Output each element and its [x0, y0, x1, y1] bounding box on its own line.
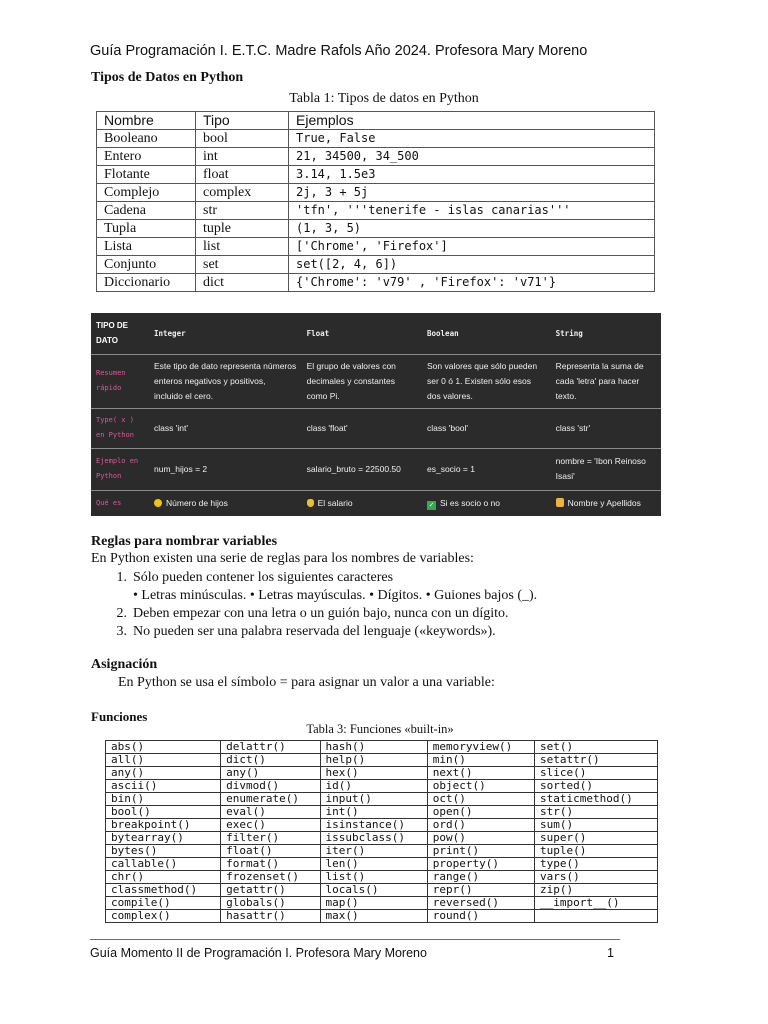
table-cell: all()	[106, 754, 221, 767]
table-cell: Lista	[97, 238, 196, 256]
table-cell	[535, 910, 658, 923]
infographic-cell: class 'int'	[149, 408, 302, 448]
table-cell: pow()	[427, 832, 534, 845]
table-cell: dict()	[221, 754, 320, 767]
table-cell: Diccionario	[97, 274, 196, 292]
table-row	[106, 793, 658, 806]
col-header-float: Float	[302, 313, 422, 354]
table-cell: round()	[427, 910, 534, 923]
table-row	[106, 754, 658, 767]
table-cell: iter()	[320, 845, 427, 858]
table-cell: set	[196, 256, 289, 274]
table-cell: classmethod()	[106, 884, 221, 897]
table-cell: eval()	[221, 806, 320, 819]
table-cell: Complejo	[97, 184, 196, 202]
table-cell: getattr()	[221, 884, 320, 897]
infographic-header-row	[91, 313, 661, 354]
table-row	[106, 819, 658, 832]
table-cell: oct()	[427, 793, 534, 806]
data-types-infographic	[91, 313, 661, 516]
table-cell: object()	[427, 780, 534, 793]
table-cell: staticmethod()	[535, 793, 658, 806]
table-cell: super()	[535, 832, 658, 845]
table-cell: hasattr()	[221, 910, 320, 923]
list-item	[91, 623, 537, 641]
infographic-cell: Este tipo de dato representa números enteros negativos y positivos, incluido el cero.	[149, 354, 302, 408]
table-header-row	[97, 112, 655, 130]
table-cell: ascii()	[106, 780, 221, 793]
table-cell: (1, 3, 5)	[289, 220, 655, 238]
infographic-cell	[302, 490, 422, 516]
table-row	[97, 184, 655, 202]
table-row	[106, 871, 658, 884]
infographic-cell: Representa la suma de cada 'letra' para hacer texto.	[551, 354, 661, 408]
table-cell: Entero	[97, 148, 196, 166]
table-cell: 'tfn', '''tenerife - islas canarias'''	[289, 202, 655, 220]
table-cell: max()	[320, 910, 427, 923]
table-cell: range()	[427, 871, 534, 884]
table-cell: 3.14, 1.5e3	[289, 166, 655, 184]
table-cell: next()	[427, 767, 534, 780]
infographic-table	[91, 313, 661, 516]
table-cell: globals()	[221, 897, 320, 910]
cell-text: Número de hijos	[166, 497, 228, 508]
infographic-cell: class 'bool'	[422, 408, 551, 448]
check-box-icon: ✓	[428, 501, 435, 509]
table-cell: bool()	[106, 806, 221, 819]
infographic-cell: El grupo de valores con decimales y constantes como Pi.	[302, 354, 422, 408]
person-icon	[556, 498, 564, 507]
table-cell: print()	[427, 845, 534, 858]
data-types-table	[96, 111, 655, 292]
table-row	[106, 910, 658, 923]
section-title-funciones: Funciones	[91, 709, 148, 724]
table-row	[97, 274, 655, 292]
table-cell: bytes()	[106, 845, 221, 858]
table-cell: bytearray()	[106, 832, 221, 845]
table-cell: list()	[320, 871, 427, 884]
yellow-circle-icon	[154, 499, 162, 507]
table-cell: len()	[320, 858, 427, 871]
table-cell: Flotante	[97, 166, 196, 184]
table-cell: abs()	[106, 741, 221, 754]
table-row	[106, 780, 658, 793]
table-cell: memoryview()	[427, 741, 534, 754]
table-cell: Conjunto	[97, 256, 196, 274]
cell-text: Nombre y Apellidos	[567, 497, 641, 508]
infographic-cell	[551, 490, 661, 516]
row-label: Type( x ) en Python	[91, 408, 149, 448]
table-cell: zip()	[535, 884, 658, 897]
table-row	[106, 767, 658, 780]
table-cell: property()	[427, 858, 534, 871]
table-cell: help()	[320, 754, 427, 767]
table-cell: int	[196, 148, 289, 166]
table-cell: hex()	[320, 767, 427, 780]
table-cell: reversed()	[427, 897, 534, 910]
infographic-cell: es_socio = 1	[422, 448, 551, 490]
column-header: Tipo	[196, 112, 289, 130]
table-cell: Booleano	[97, 130, 196, 148]
table-cell: Tupla	[97, 220, 196, 238]
table-cell: isinstance()	[320, 819, 427, 832]
table-cell: {'Chrome': 'v79' , 'Firefox': 'v71'}	[289, 274, 655, 292]
table-cell: issubclass()	[320, 832, 427, 845]
table-cell: tuple	[196, 220, 289, 238]
infographic-cell	[422, 490, 551, 516]
table-cell: bool	[196, 130, 289, 148]
table-cell: delattr()	[221, 741, 320, 754]
table-row	[106, 741, 658, 754]
infographic-row	[91, 490, 661, 516]
table3-caption: Tabla 3: Funciones «built-in»	[306, 722, 454, 736]
table-cell: __import__()	[535, 897, 658, 910]
list-item	[91, 587, 537, 605]
table-row	[106, 806, 658, 819]
column-header: Ejemplos	[289, 112, 655, 130]
list-item	[91, 605, 537, 623]
table-cell: str	[196, 202, 289, 220]
infographic-cell: class 'float'	[302, 408, 422, 448]
table-cell: chr()	[106, 871, 221, 884]
table-row	[97, 202, 655, 220]
table-cell: type()	[535, 858, 658, 871]
table-cell: map()	[320, 897, 427, 910]
table-row	[97, 148, 655, 166]
footer-rule	[90, 939, 620, 940]
table-cell: any()	[106, 767, 221, 780]
table-cell: compile()	[106, 897, 221, 910]
row-label: Qué es	[96, 498, 122, 507]
list-number: 1.	[116, 570, 127, 585]
table-row	[97, 220, 655, 238]
infographic-cell: Son valores que sólo pueden ser 0 ó 1. Existen sólo esos dos valores.	[422, 354, 551, 408]
row-label: Resumen rápido	[91, 354, 149, 408]
infographic-cell: num_hijos = 2	[149, 448, 302, 490]
table-cell: enumerate()	[221, 793, 320, 806]
table-row	[97, 238, 655, 256]
table-cell: callable()	[106, 858, 221, 871]
table-row	[97, 256, 655, 274]
table-cell: set()	[535, 741, 658, 754]
table-cell: complex()	[106, 910, 221, 923]
page-footer: Guía Momento II de Programación I. Profesora Mary Moreno	[90, 946, 427, 960]
table-cell: exec()	[221, 819, 320, 832]
table-cell: locals()	[320, 884, 427, 897]
table-cell: sum()	[535, 819, 658, 832]
table-cell: int()	[320, 806, 427, 819]
table-cell: float	[196, 166, 289, 184]
table-cell: ord()	[427, 819, 534, 832]
table-row	[106, 858, 658, 871]
rules-list	[91, 569, 537, 641]
table-cell: open()	[427, 806, 534, 819]
section-title-tipos: Tipos de Datos en Python	[91, 70, 244, 85]
asignacion-text: En Python se usa el símbolo = para asignar un valor a una variable:	[118, 675, 495, 690]
table-cell: divmod()	[221, 780, 320, 793]
table-cell: frozenset()	[221, 871, 320, 884]
reglas-intro: En Python existen una serie de reglas para los nombres de variables:	[91, 551, 474, 566]
page-header: Guía Programación I. E.T.C. Madre Rafols Año 2024. Profesora Mary Moreno	[90, 43, 588, 59]
section-title-reglas: Reglas para nombrar variables	[91, 534, 278, 549]
infographic-cell: class 'str'	[551, 408, 661, 448]
table-cell: str()	[535, 806, 658, 819]
table-cell: repr()	[427, 884, 534, 897]
table-cell: list	[196, 238, 289, 256]
money-bag-icon	[307, 499, 314, 507]
table-cell: setattr()	[535, 754, 658, 767]
table-row	[106, 832, 658, 845]
table-cell: set([2, 4, 6])	[289, 256, 655, 274]
table-cell: vars()	[535, 871, 658, 884]
list-text: • Letras minúsculas. • Letras mayúsculas. • Dígitos. • Guiones bajos (_).	[133, 588, 538, 603]
table-cell: tuple()	[535, 845, 658, 858]
table-cell: input()	[320, 793, 427, 806]
table-row	[106, 845, 658, 858]
table-cell: hash()	[320, 741, 427, 754]
infographic-row	[91, 354, 661, 408]
col-header-string: String	[551, 313, 661, 354]
row-label: Ejemplo en Python	[91, 448, 149, 490]
table-cell: any()	[221, 767, 320, 780]
infographic-cell	[149, 490, 302, 516]
cell-text: El salario	[317, 497, 353, 508]
table-cell: complex	[196, 184, 289, 202]
table-cell: dict	[196, 274, 289, 292]
infographic-cell: nombre = 'Ibon Reinoso Isasi'	[551, 448, 661, 490]
table-cell: True, False	[289, 130, 655, 148]
table-row	[106, 884, 658, 897]
list-text: Deben empezar con una letra o un guión bajo, nunca con un dígito.	[133, 606, 509, 621]
table-cell: bin()	[106, 793, 221, 806]
corner-label: TIPO DE DATO	[91, 313, 149, 354]
table-cell: filter()	[221, 832, 320, 845]
builtin-functions-body	[106, 741, 658, 923]
infographic-row	[91, 448, 661, 490]
list-item	[91, 569, 537, 587]
table-cell: 21, 34500, 34_500	[289, 148, 655, 166]
table-cell: min()	[427, 754, 534, 767]
column-header: Nombre	[97, 112, 196, 130]
table-row	[97, 166, 655, 184]
table-cell: id()	[320, 780, 427, 793]
table-cell: ['Chrome', 'Firefox']	[289, 238, 655, 256]
table-cell: breakpoint()	[106, 819, 221, 832]
table-cell: Cadena	[97, 202, 196, 220]
table-row	[106, 897, 658, 910]
list-text: Sólo pueden contener los siguientes caracteres	[133, 570, 394, 585]
table-cell: 2j, 3 + 5j	[289, 184, 655, 202]
table1-caption: Tabla 1: Tipos de datos en Python	[289, 91, 479, 106]
table-cell: slice()	[535, 767, 658, 780]
page-number: 1	[607, 946, 614, 960]
table-cell: format()	[221, 858, 320, 871]
section-title-asignacion: Asignación	[91, 657, 158, 672]
list-number: 3.	[116, 624, 127, 639]
cell-text: Si es socio o no	[440, 497, 501, 508]
infographic-row	[91, 408, 661, 448]
table-cell: sorted()	[535, 780, 658, 793]
table-row	[97, 130, 655, 148]
col-header-boolean: Boolean	[422, 313, 551, 354]
table-cell: float()	[221, 845, 320, 858]
infographic-cell: salario_bruto = 22500.50	[302, 448, 422, 490]
builtin-functions-table	[105, 740, 658, 923]
list-text: No pueden ser una palabra reservada del lenguaje («keywords»).	[133, 624, 496, 639]
list-number: 2.	[116, 606, 127, 621]
col-header-integer: Integer	[149, 313, 302, 354]
